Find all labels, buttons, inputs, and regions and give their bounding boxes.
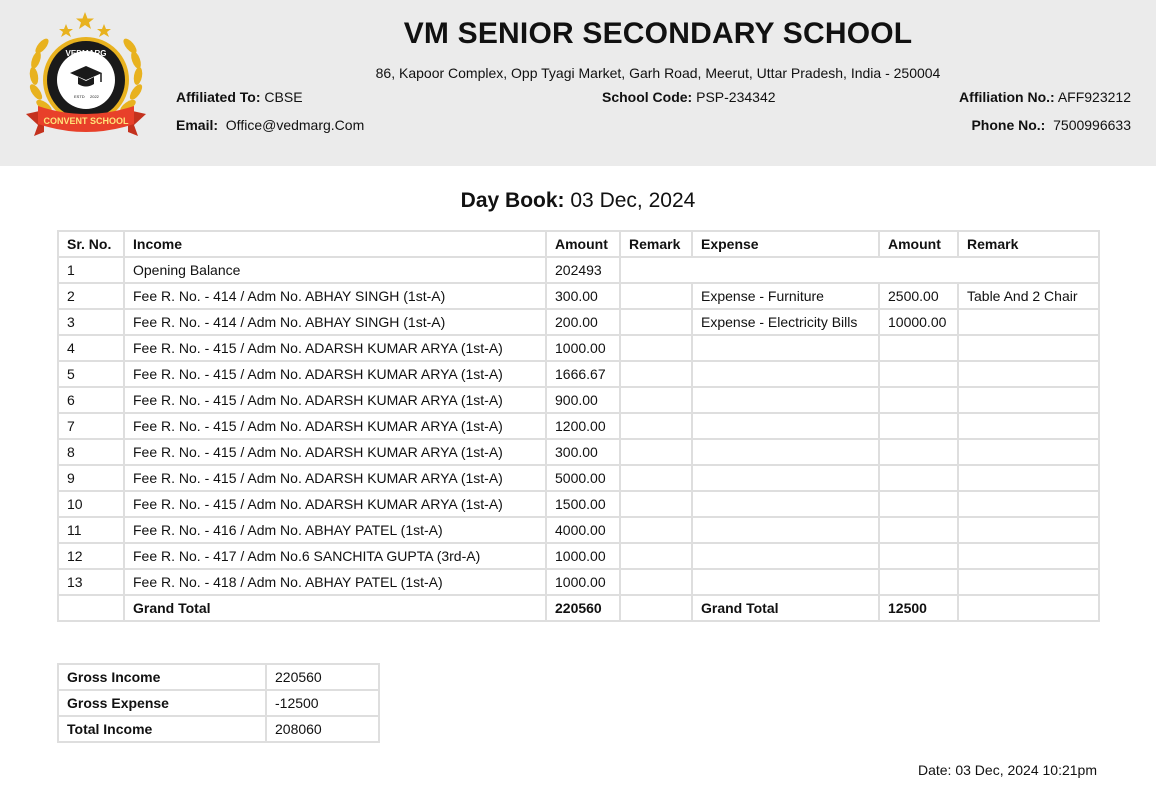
svg-text:ESTD: ESTD bbox=[74, 94, 85, 99]
cell-empty bbox=[620, 595, 692, 621]
cell-amount: 200.00 bbox=[546, 309, 620, 335]
cell-expense bbox=[692, 543, 879, 569]
col-header-exp-remark: Remark bbox=[958, 231, 1099, 257]
summary-table bbox=[57, 663, 380, 743]
cell-sr: 3 bbox=[58, 309, 124, 335]
cell-sr: 10 bbox=[58, 491, 124, 517]
table-row bbox=[58, 257, 1099, 283]
cell-remark bbox=[620, 465, 692, 491]
summary-row bbox=[58, 690, 379, 716]
cell-income: Fee R. No. - 415 / Adm No. ADARSH KUMAR ARYA (1st-A) bbox=[124, 361, 546, 387]
table-row bbox=[58, 439, 1099, 465]
cell-sr: 7 bbox=[58, 413, 124, 439]
col-header-remark: Remark bbox=[620, 231, 692, 257]
table-row bbox=[58, 387, 1099, 413]
expense-grand-total-amount: 12500 bbox=[879, 595, 958, 621]
summary-value: 208060 bbox=[266, 716, 379, 742]
cell-empty bbox=[958, 595, 1099, 621]
summary-label: Total Income bbox=[58, 716, 266, 742]
cell-income: Fee R. No. - 415 / Adm No. ADARSH KUMAR ARYA (1st-A) bbox=[124, 335, 546, 361]
cell-remark bbox=[620, 413, 692, 439]
cell-exp-amount bbox=[879, 361, 958, 387]
cell-expense bbox=[692, 517, 879, 543]
cell-exp-amount bbox=[879, 335, 958, 361]
table-header-row bbox=[58, 231, 1099, 257]
cell-remark bbox=[620, 283, 692, 309]
affiliation-no bbox=[959, 89, 1131, 105]
email-value: Office@vedmarg.Com bbox=[225, 117, 365, 133]
cell-exp-remark bbox=[958, 517, 1099, 543]
school-name: VM SENIOR SECONDARY SCHOOL bbox=[403, 17, 913, 50]
cell-exp-amount bbox=[879, 439, 958, 465]
cell-expense bbox=[692, 439, 879, 465]
cell-exp-remark bbox=[958, 309, 1099, 335]
cell-empty bbox=[58, 595, 124, 621]
cell-exp-remark bbox=[958, 387, 1099, 413]
cell-income: Fee R. No. - 415 / Adm No. ADARSH KUMAR ARYA (1st-A) bbox=[124, 413, 546, 439]
email bbox=[176, 117, 364, 133]
cell-sr: 11 bbox=[58, 517, 124, 543]
cell-exp-amount bbox=[879, 543, 958, 569]
school-code-label: School Code: bbox=[602, 89, 693, 105]
cell-remark bbox=[620, 569, 692, 595]
cell-amount: 5000.00 bbox=[546, 465, 620, 491]
cell-remark bbox=[620, 361, 692, 387]
cell-sr: 12 bbox=[58, 543, 124, 569]
svg-text:2022: 2022 bbox=[90, 94, 99, 99]
cell-amount: 900.00 bbox=[546, 387, 620, 413]
phone-value: 7500996633 bbox=[1053, 117, 1131, 133]
phone bbox=[971, 117, 1131, 133]
col-header-amount: Amount bbox=[546, 231, 620, 257]
table-row bbox=[58, 413, 1099, 439]
cell-amount: 4000.00 bbox=[546, 517, 620, 543]
summary-label: Gross Income bbox=[58, 664, 266, 690]
cell-income: Fee R. No. - 414 / Adm No. ABHAY SINGH (1st-A) bbox=[124, 309, 546, 335]
cell-exp-amount bbox=[879, 569, 958, 595]
summary-row bbox=[58, 664, 379, 690]
day-book-table bbox=[57, 230, 1100, 622]
cell-income: Opening Balance bbox=[124, 257, 546, 283]
printed-date: Date: 03 Dec, 2024 10:21pm bbox=[917, 762, 1097, 778]
cell-exp-amount bbox=[879, 413, 958, 439]
school-logo bbox=[22, 10, 150, 145]
cell-expense bbox=[692, 387, 879, 413]
cell-remark bbox=[620, 543, 692, 569]
school-code bbox=[602, 89, 776, 105]
expense-grand-total-label: Grand Total bbox=[692, 595, 879, 621]
cell-expense bbox=[692, 569, 879, 595]
cell-amount: 300.00 bbox=[546, 283, 620, 309]
cell-income: Fee R. No. - 416 / Adm No. ABHAY PATEL (1st-A) bbox=[124, 517, 546, 543]
cell-sr: 4 bbox=[58, 335, 124, 361]
cell-income: Fee R. No. - 418 / Adm No. ABHAY PATEL (1st-A) bbox=[124, 569, 546, 595]
grand-total-row bbox=[58, 595, 1099, 621]
cell-amount: 1200.00 bbox=[546, 413, 620, 439]
phone-label: Phone No.: bbox=[971, 117, 1046, 133]
table-row bbox=[58, 491, 1099, 517]
cell-exp-remark bbox=[958, 569, 1099, 595]
cell-exp-amount bbox=[879, 491, 958, 517]
cell-expense bbox=[692, 335, 879, 361]
cell-sr: 13 bbox=[58, 569, 124, 595]
svg-text:CONVENT SCHOOL: CONVENT SCHOOL bbox=[43, 116, 129, 126]
table-row bbox=[58, 517, 1099, 543]
cell-exp-amount bbox=[879, 517, 958, 543]
affiliation-no-label: Affiliation No.: bbox=[959, 89, 1055, 105]
cell-sr: 9 bbox=[58, 465, 124, 491]
summary-value: 220560 bbox=[266, 664, 379, 690]
svg-text:VEDMARG: VEDMARG bbox=[65, 49, 107, 58]
cell-remark bbox=[620, 309, 692, 335]
cell-amount: 1000.00 bbox=[546, 543, 620, 569]
col-header-sr: Sr. No. bbox=[58, 231, 124, 257]
cell-exp-amount: 10000.00 bbox=[879, 309, 958, 335]
cell-expense: Expense - Furniture bbox=[692, 283, 879, 309]
school-code-value: PSP-234342 bbox=[696, 89, 776, 105]
email-label: Email: bbox=[176, 117, 219, 133]
cell-exp-remark bbox=[958, 439, 1099, 465]
cell-expense bbox=[692, 465, 879, 491]
income-grand-total-amount: 220560 bbox=[546, 595, 620, 621]
summary-label: Gross Expense bbox=[58, 690, 266, 716]
table-row bbox=[58, 309, 1099, 335]
cell-expense bbox=[692, 413, 879, 439]
affiliated-to bbox=[176, 89, 303, 105]
table-row bbox=[58, 465, 1099, 491]
cell-income: Fee R. No. - 417 / Adm No.6 SANCHITA GUPTA (3rd-A) bbox=[124, 543, 546, 569]
cell-exp-amount: 2500.00 bbox=[879, 283, 958, 309]
cell-income: Fee R. No. - 415 / Adm No. ADARSH KUMAR ARYA (1st-A) bbox=[124, 465, 546, 491]
cell-income: Fee R. No. - 415 / Adm No. ADARSH KUMAR ARYA (1st-A) bbox=[124, 387, 546, 413]
cell-exp-remark bbox=[958, 335, 1099, 361]
affiliation-no-value: AFF923212 bbox=[1057, 89, 1131, 105]
cell-remark bbox=[620, 491, 692, 517]
cell-income: Fee R. No. - 414 / Adm No. ABHAY SINGH (1st-A) bbox=[124, 283, 546, 309]
cell-amount: 1000.00 bbox=[546, 335, 620, 361]
page-title bbox=[0, 189, 1156, 213]
cell-income: Fee R. No. - 415 / Adm No. ADARSH KUMAR ARYA (1st-A) bbox=[124, 439, 546, 465]
cell-amount: 202493 bbox=[546, 257, 620, 283]
col-header-expense: Expense bbox=[692, 231, 879, 257]
cell-expense bbox=[692, 361, 879, 387]
table-row bbox=[58, 569, 1099, 595]
cell-amount: 1666.67 bbox=[546, 361, 620, 387]
cell-remark bbox=[620, 439, 692, 465]
cell-amount: 1000.00 bbox=[546, 569, 620, 595]
affiliated-value: CBSE bbox=[264, 89, 303, 105]
table-row bbox=[58, 283, 1099, 309]
cell-exp-amount bbox=[879, 465, 958, 491]
col-header-income: Income bbox=[124, 231, 546, 257]
cell-exp-amount bbox=[879, 387, 958, 413]
summary-row bbox=[58, 716, 379, 742]
cell-sr: 8 bbox=[58, 439, 124, 465]
cell-exp-remark: Table And 2 Chair bbox=[958, 283, 1099, 309]
cell-exp-remark bbox=[958, 491, 1099, 517]
cell-expense: Expense - Electricity Bills bbox=[692, 309, 879, 335]
title-label: Day Book: bbox=[460, 189, 565, 212]
cell-amount: 300.00 bbox=[546, 439, 620, 465]
cell-income: Fee R. No. - 415 / Adm No. ADARSH KUMAR ARYA (1st-A) bbox=[124, 491, 546, 517]
cell-exp-remark bbox=[958, 543, 1099, 569]
cell-exp-remark bbox=[958, 361, 1099, 387]
cell-sr: 5 bbox=[58, 361, 124, 387]
table-row bbox=[58, 335, 1099, 361]
cell-expense bbox=[692, 491, 879, 517]
cell-exp-remark bbox=[958, 465, 1099, 491]
table-row bbox=[58, 543, 1099, 569]
cell-remark bbox=[620, 517, 692, 543]
summary-value: -12500 bbox=[266, 690, 379, 716]
cell-amount: 1500.00 bbox=[546, 491, 620, 517]
cell-sr: 1 bbox=[58, 257, 124, 283]
cell-remark bbox=[620, 387, 692, 413]
school-address: 86, Kapoor Complex, Opp Tyagi Market, Garh Road, Meerut, Uttar Pradesh, India - 250004 bbox=[375, 65, 941, 81]
cell-sr: 6 bbox=[58, 387, 124, 413]
cell-exp-remark bbox=[958, 413, 1099, 439]
school-header bbox=[0, 0, 1156, 166]
cell-sr: 2 bbox=[58, 283, 124, 309]
col-header-exp-amount: Amount bbox=[879, 231, 958, 257]
title-date: 03 Dec, 2024 bbox=[570, 189, 696, 212]
table-row bbox=[58, 361, 1099, 387]
cell-expense-empty bbox=[620, 257, 1099, 283]
cell-remark bbox=[620, 335, 692, 361]
affiliated-label: Affiliated To: bbox=[176, 89, 261, 105]
income-grand-total-label: Grand Total bbox=[124, 595, 546, 621]
